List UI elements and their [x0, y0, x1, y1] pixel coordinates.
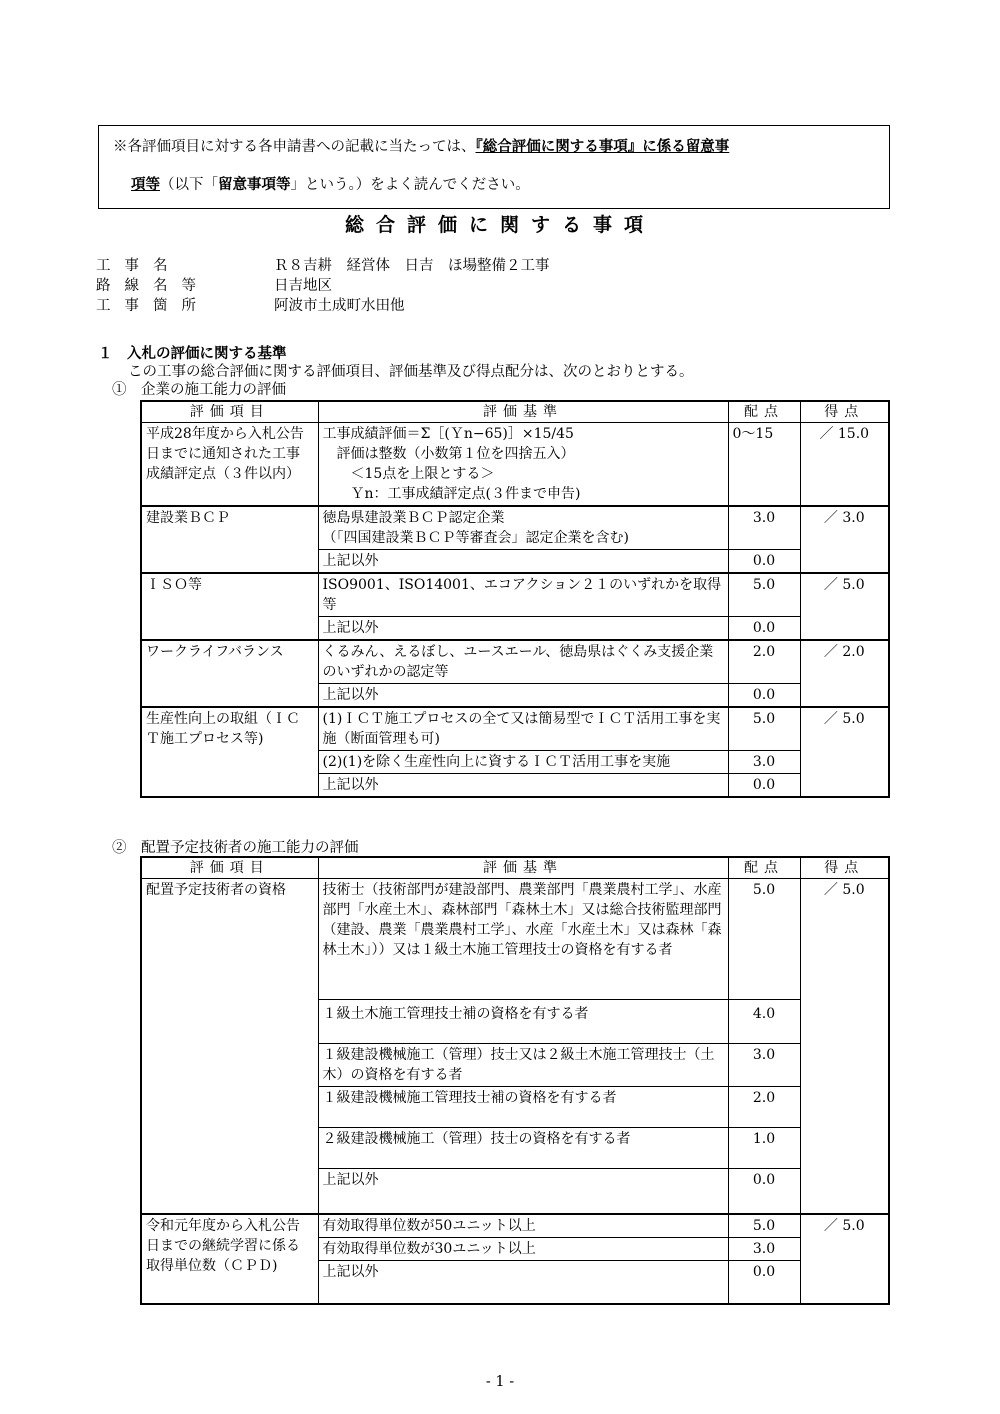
table-row: 生産性向上の取組（ＩＣＴ施工プロセス等) (1)ＩＣＴ施工プロセスの全て又は簡易型でＩＣＴ活用工事を実施（断面管理も可) 5.0 ／ 5.0 [141, 707, 889, 751]
table-row: 平成28年度から入札公告日までに通知された工事成績評定点（３件以内） 工事成績評価＝Σ［(Ｙn−65)］×15/45 評価は整数（小数第１位を四捨五入） ＜15点を上限とする＞ Ｙn：工事成績評定点(３件まで申告) 0〜15 ／ 15.0 [141, 423, 889, 507]
table-row: (2)(1)を除く生産性向上に資するＩＣＴ活用工事を実施 3.0 [141, 751, 889, 774]
table-row: ２級建設機械施工（管理）技士の資格を有する者 1.0 [141, 1128, 889, 1169]
page-title: 総合評価に関する事項 [344, 214, 655, 236]
notice-box [98, 125, 890, 209]
table-row: １級建設機械施工管理技士補の資格を有する者 2.0 [141, 1087, 889, 1128]
table-row: 有効取得単位数が30ユニット以上 3.0 [141, 1238, 889, 1261]
notice-line-2: 項等（以下「留意事項等」という。）をよく読んでください。 [131, 176, 530, 193]
subsection-1-heading: ① 企業の施工能力の評価 [112, 382, 286, 398]
table-row: 上記以外 0.0 [141, 774, 889, 798]
project-info [96, 256, 550, 316]
info-row: 工事箇所 阿波市土成町水田他 [96, 298, 405, 314]
table-row: 配置予定技術者の資格 技術士（技術部門が建設部門、農業部門「農業農村工学」、水産部門「水産土木」、森林部門「森林土木」又は総合技術監理部門（建設、農業「農業農村工学」、水産「水産土木」又は森林「森林土木」））又は１級土木施工管理技士の資格を有する者 5.0 ／ 5.0 [141, 879, 889, 1000]
page-number: - 1 - [485, 1374, 515, 1390]
info-row: 路線名等 日吉地区 [96, 278, 332, 294]
table-row: 建設業ＢＣＰ 徳島県建設業ＢＣＰ認定企業 （「四国建設業ＢＣＰ等審査会」認定企業を含む) 3.0 ／ 3.0 [141, 506, 889, 550]
table-row: １級土木施工管理技士補の資格を有する者 4.0 [141, 1000, 889, 1044]
table-row: 上記以外 0.0 [141, 617, 889, 641]
table-row: 令和元年度から入札公告日までの継続学習に係る取得単位数（ＣＰＤ) 有効取得単位数が50ユニット以上 5.0 ／ 5.0 [141, 1214, 889, 1238]
table-row: 上記以外 0.0 [141, 550, 889, 574]
section-intro: この工事の総合評価に関する評価項目、評価基準及び得点配分は、次のとおりとする。 [128, 364, 694, 380]
table-row: ワークライフバランス くるみん、えるぼし、ユースエール、徳島県はぐくみ支援企業のいずれかの認定等 2.0 ／ 2.0 [141, 640, 889, 684]
table-row: ＩＳＯ等 ISO9001、ISO14001、エコアクション２１のいずれかを取得等 5.0 ／ 5.0 [141, 573, 889, 617]
table-row: 上記以外 0.0 [141, 684, 889, 708]
company-evaluation-table [140, 400, 890, 798]
notice-line-1: ※各評価項目に対する各申請書への記載に当たっては、『総合評価に関する事項』に係る留意事 [113, 138, 730, 155]
table-row: 上記以外 0.0 [141, 1169, 889, 1215]
table-row: １級建設機械施工（管理）技士又は２級土木施工管理技士（土木）の資格を有する者 3.0 [141, 1044, 889, 1087]
info-row: 工事名 Ｒ８吉耕 経営体 日吉 ほ場整備２工事 [96, 258, 550, 274]
table-row: 上記以外 0.0 [141, 1261, 889, 1305]
table-header: 評価項目 評価基準 配点 得点 [141, 401, 889, 423]
engineer-evaluation-table [140, 856, 890, 1305]
table-header: 評価項目 評価基準 配点 得点 [141, 857, 889, 879]
section-heading: １ 入札の評価に関する基準 [98, 346, 287, 362]
subsection-2-heading: ② 配置予定技術者の施工能力の評価 [112, 840, 359, 856]
